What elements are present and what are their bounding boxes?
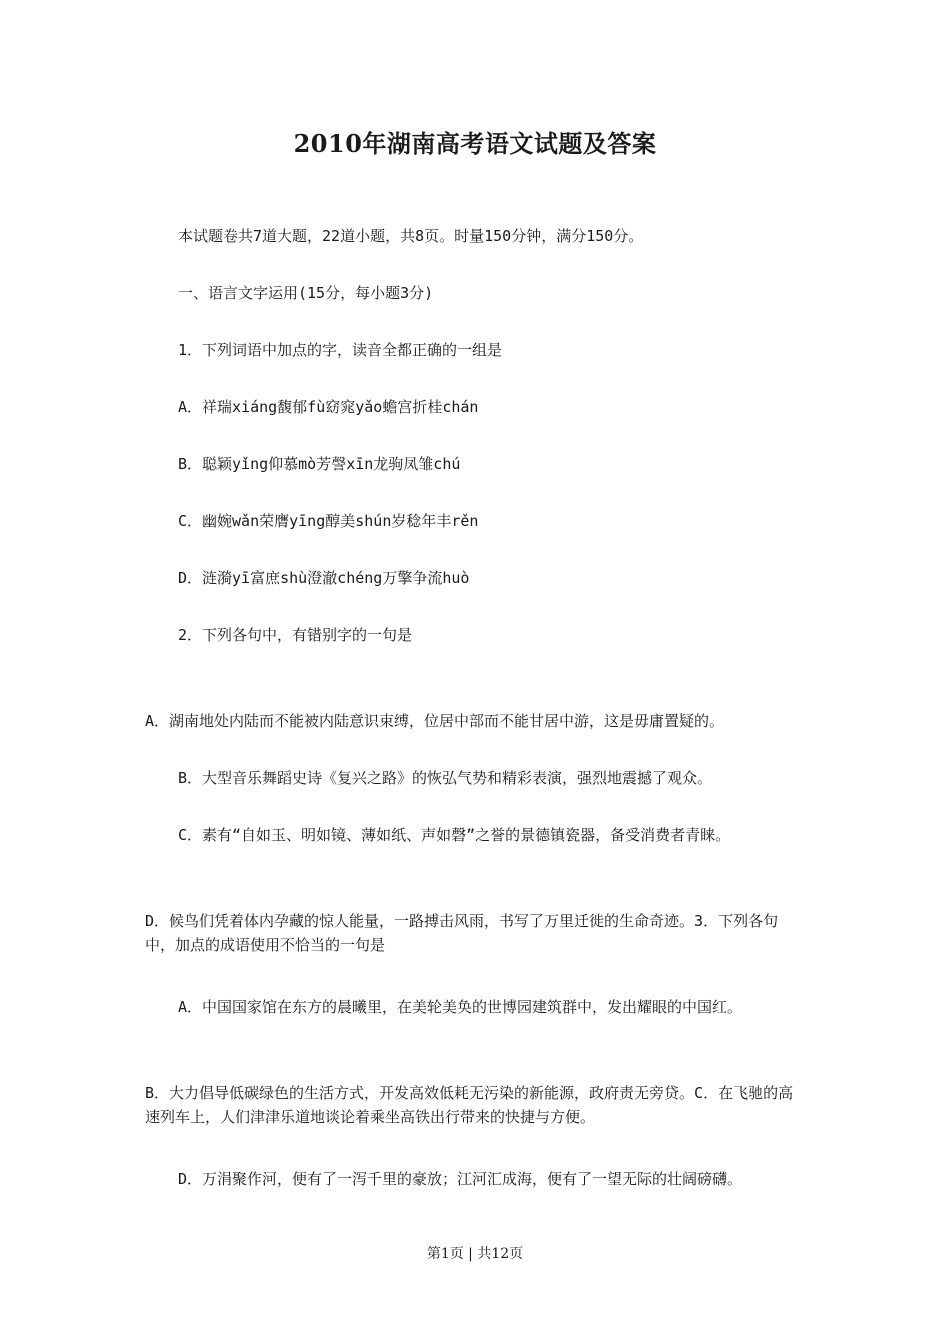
question-3-option-a: A．中国国家馆在东方的晨曦里，在美轮美奂的世博园建筑群中，发出耀眼的中国红。 [178, 998, 743, 1016]
question-3-options-b-c: B．大力倡导低碳绿色的生活方式，开发高效低耗无污染的新能源，政府责无旁贷。C．在飞驰的高速列车上，人们津津乐道地谈论着乘坐高铁出行带来的快捷与方便。 [145, 1084, 794, 1126]
intro-paragraph: 本试题卷共7道大题，22道小题，共8页。时量150分钟，满分150分。 [178, 227, 644, 245]
question-2-option-d-and-question-3-stem: D．候鸟们凭着体内孕藏的惊人能量，一路搏击风雨，书写了万里迁徙的生命奇迹。3．下列各句中，加点的成语使用不恰当的一句是 [145, 912, 779, 954]
question-2-option-b: B．大型音乐舞蹈史诗《复兴之路》的恢弘气势和精彩表演，强烈地震撼了观众。 [178, 769, 713, 787]
section-heading: 一、语言文字运用(15分，每小题3分) [178, 284, 434, 302]
document-title: 2010年湖南高考语文试题及答案 [293, 129, 657, 158]
page-footer: 第1页 | 共12页 [426, 1246, 524, 1262]
question-2-option-a: A．湖南地处内陆而不能被内陆意识束缚，位居中部而不能甘居中游，这是毋庸置疑的。 [145, 712, 725, 730]
question-1-option-d: D．涟漪yī富庶shù澄澈chéng万擎争流huò [178, 569, 470, 587]
question-1-option-a: A．祥瑞xiáng馥郁fù窈窕yǎo蟾宫折桂chán [178, 398, 479, 416]
question-2-stem: 2．下列各句中，有错别字的一句是 [178, 626, 413, 644]
question-1-stem: 1．下列词语中加点的字，读音全都正确的一组是 [178, 341, 503, 359]
question-2-option-c: C．素有“自如玉、明如镜、薄如纸、声如磬”之誉的景德镇瓷器，备受消费者青睐。 [178, 826, 731, 844]
question-3-option-d: D．万涓聚作河，便有了一泻千里的豪放；江河汇成海，便有了一望无际的壮阔磅礴。 [178, 1170, 743, 1188]
question-1-option-c: C．幽婉wǎn荣膺yīng醇美shún岁稔年丰rěn [178, 512, 479, 530]
question-1-option-b: B．聪颖yǐng仰慕mò芳謦xīn龙驹凤雏chú [178, 455, 461, 473]
